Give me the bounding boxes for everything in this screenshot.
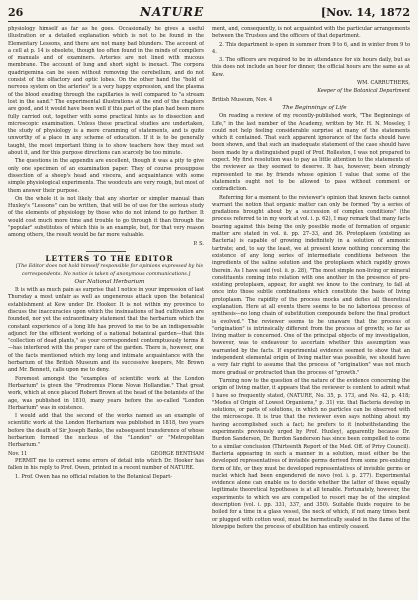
letter-paragraph: I would add that the second of the works named as an example of scientific work at the London Herbarium was published in 1818, two years before the death of Sir Joseph Banks, the subsequent transference of whose herbarium formed the nucleus of the "London" or "Metropolitan Herbarium." bbox=[8, 413, 204, 449]
signature-title: Keeper of the Botanical Department bbox=[317, 88, 410, 95]
issue-date: [Nov. 14, 1872 bbox=[320, 5, 410, 19]
right-column bbox=[212, 26, 410, 594]
review-paragraph: physiology himself as far as he goes. Occasionally he gives a useful illustration or a detailed explanation which is not to be found in the Elementary Lessons, and there are not many bad blunders. The account of a cell at p. 14 is obsolete, though too often found in the minds of compilers of manuals and of examiners. Arteries are not lined with mucous membrane. The account of lung and short sight is inexact. The corpora quadrigemina can be seen without removing the cerebellum, and do not consist of the olfactory and optic lobes. On the other hand the "hold of nervous system on the arteries" is a very happy expression, and the plasma of the blood exuding through the capillaries is well compared to "a stream lost in the sand." The experimental illustrations at the end of the chapters are good, and it would have been well if this part of the plan had been more fully carried out, together with some practical hints as to dissection and microscopic examination. Unless these practical studies are undertaken, the study of physiology is a mere cramming of statements, and is quite unworthy of a place in any scheme of education. If it is to be generally taught, the most important thing is to show teachers how they must set about it, and for this purpose directions can scarcely be too minute. bbox=[8, 26, 204, 157]
section-title: LETTERS TO THE EDITOR bbox=[45, 253, 174, 263]
letter-paragraph: 3. The officers are required to be in attendance for six hours daily, but as this does not include an hour for dinner, the official hours are the same as at Kew. bbox=[212, 57, 410, 78]
page-number: 26 bbox=[8, 5, 24, 19]
letter-paragraph: It is with as much pain as surprise that I notice in your impression of last Thursday a most unfair as well as ungenerous attack upon the botanical establishment at Kew under Dr. Hooker. It is not within my province to discuss the inaccuracies upon which the insinuations of bad cultivation are founded, nor yet the extraordinary statement that the herbarium which the constant experience of a long life has proved to me to be an indispensable adjunct for the efficient working of a national botanical garden—that this "collection of dead plants," as your correspondent contemptuously terms it—has interfered with the proper care of the garden. There is, however, one of the facts mentioned which my long and intimate acquaintance with the herbarium of the British Museum and its successive keepers, Mr. Brown and Mr. Bennett, calls upon me to deny. bbox=[8, 287, 204, 374]
letter-paragraph: On reading a review of my recently-published work, "The Beginnings of Life," in the last number of the Academy, written by Mr. H. N. Moseley, I could not help feeling considerable surprise at many of the statements which it contained. That such apparent ignorance of the facts should have been shown, and that such an inadequate statement of the case should have been made by a distinguished pupil of Prof. Rolleston, I was not prepared to expect. My first resolution was to pay as little attention to the statements of the reviewer as they seemed to deserve. It has, however, been strongly represented to me by friends whose opinion I value that some of the statements ought not to be allowed to pass without comment or contradiction. bbox=[212, 113, 410, 193]
review-paragraph: The questions in the appendix are excellent, though it was a pity to give only one specimen of an examination paper. They of course presuppose dissection of a sheep's head and viscera, and acquaintance with some simple physiological experiments. The woodcuts are very rough, but most of them answer their purpose. bbox=[8, 158, 204, 194]
letter-paragraph: ment, and, consequently, is not acquainted with the particular arrangements between the Trustees and the officers of that department. bbox=[212, 26, 410, 40]
left-column bbox=[8, 26, 204, 594]
journal-title: NATURE bbox=[140, 5, 205, 19]
editor-note: [The Editor does not hold himself responsible for opinions expressed by his correspondents. No notice is taken of anonymous communications.] bbox=[15, 263, 204, 277]
letter-footer bbox=[8, 451, 204, 458]
letter-paragraph: Referring for a moment to the reviewer's opinion that known facts cannot warrant the notion that organic matter can only be formed "by a series of gradations brought about by a succession of complex conditions" (the process referred to in my work at vol. i. p. 62), I may remark that many facts bearing against this being the only possible mode of formation of organic matter are stated in vol. ii. pp. 27–33, and 36. Protoplasm (existing as Bacteria) is capable of growing indefinitely in a solution of ammonic tartrate; and, to say the least, we at present know nothing concerning the existence of any long series of intermediate conditions between the ingredients of the saline solution and the protoplasm which rapidly grows therein. As I have said (vol. ii. p. 28), "The most simple non-living or mineral constituents coming into relation with one another in the presence of pre-existing protoplasm, appear, for aught we know to the contrary, to fall at once into those subtle combinations which constitute the basis of living protoplasm. The rapidity of the process mocks and defies all theoretical explanation. Here at all events there seems to be no laborious process of synthesis—no long chain of substitution compounds before the final product is evolved." The reviewer seems to be unaware that the process of "origination" is intrinsically different from the process of growth; so far as living matter is concerned. One of the principal objects of my investigation, however, was to endeavour to ascertain whether this assumption was warranted by the facts. If experimental evidence seemed to show that an independent elemental origin of living matter was possible, we should have a very fair right to assume that the process of "origination" was not much more gradual or protracted than the process of "growth." bbox=[212, 194, 410, 376]
letter-paragraph: Turning now to the question of the nature of the evidence concerning the origin of living matter, it appears that the reviewer is content to admit what I have so frequently stated, (NATURE, No. 35, p. 173, and No. 42, p. 418; "Modes of Origin of Lowest Organisms," p. 31) viz. that Bacteria develop in solutions, or parts of solutions, in which no particles can be observed with the microscope. It is true that the reviewer even says nothing about my having accomplished such a fact; he prefers to it (notwithstanding the experiments previously urged by Prof. Huxley), apparently because Dr. Burdon Sanderson, Dr. Burdon Sanderson has since been compelled to come to a similar conclusion (Thirteenth Report of the Med. Off. of Privy Council). Bacteria appearing in such a manner in a solution, must either be the developed representatives of invisible germs derived from some pre-existing form of life, or they must be developed representatives of invisible germs or nuclei which had been engendered de novo (vol. i. p. 277). Experimental evidence alone can enable us to decide whether the latter of these equally legitimate theoretical hypotheses is at all tenable. Fortunately, however, the experiments to which we are compelled to resort may be of the simplest description (vol. i. pp. 331, 337, and 350). Suitable fluids require to be boiled for a time in a glass vessel, the neck of which, if not many times bent or plugged with cotton wool, must be hermetically sealed in the flame of the blowpipe before the process of ebullition has entirely ceased. bbox=[212, 377, 410, 530]
letter-paragraph: Foremost amongst the "examples of scientific work at the London Herbarium" is given the "Prodromus Floræ Novæ Hollandiæ." That great work, which at once placed Robert Brown at the head of the botanists of the age, was published in 1810, many years before the so-called "London Herbarium" was in existence. bbox=[8, 375, 204, 411]
header-rule bbox=[8, 21, 410, 22]
letter-title: The Beginnings of Life bbox=[282, 104, 347, 111]
letter-title: Our National Herbarium bbox=[74, 278, 145, 285]
page-header bbox=[8, 4, 410, 20]
letter-paragraph: PERMIT me to correct some errors of detail into which Dr. Hooker has fallen in his reply to Prof. Owen, printed in a recent number of NATURE. bbox=[8, 457, 204, 472]
signature-name: WM. CARRUTHERS, bbox=[356, 80, 410, 87]
signature-place: British Museum, Nov. 4 bbox=[212, 96, 273, 103]
review-signature: P. S. bbox=[193, 240, 204, 247]
review-paragraph: On the whole it is not likely that any shorter or simpler manual than Huxley's "Lessons" can be written, that will be of use for the serious study of the elements of physiology by those who do not intend to go further. It would cost much more time and trouble to go through it than through the "popular" substitutes of which this is an example, but, for that very reason among others, the result would be far more valuable. bbox=[8, 195, 204, 239]
letter-paragraph: 1. Prof. Owen has no official relation to the Botanical Depart- bbox=[15, 473, 172, 480]
section-divider bbox=[86, 251, 126, 252]
letter-paragraph: 2. This department is open in summer from 9 to 6, and in winter from 9 to 4. bbox=[212, 41, 410, 55]
letter-signature: GEORGE BENTHAM bbox=[150, 450, 204, 457]
letter-date: Nov. 11 bbox=[8, 450, 28, 457]
